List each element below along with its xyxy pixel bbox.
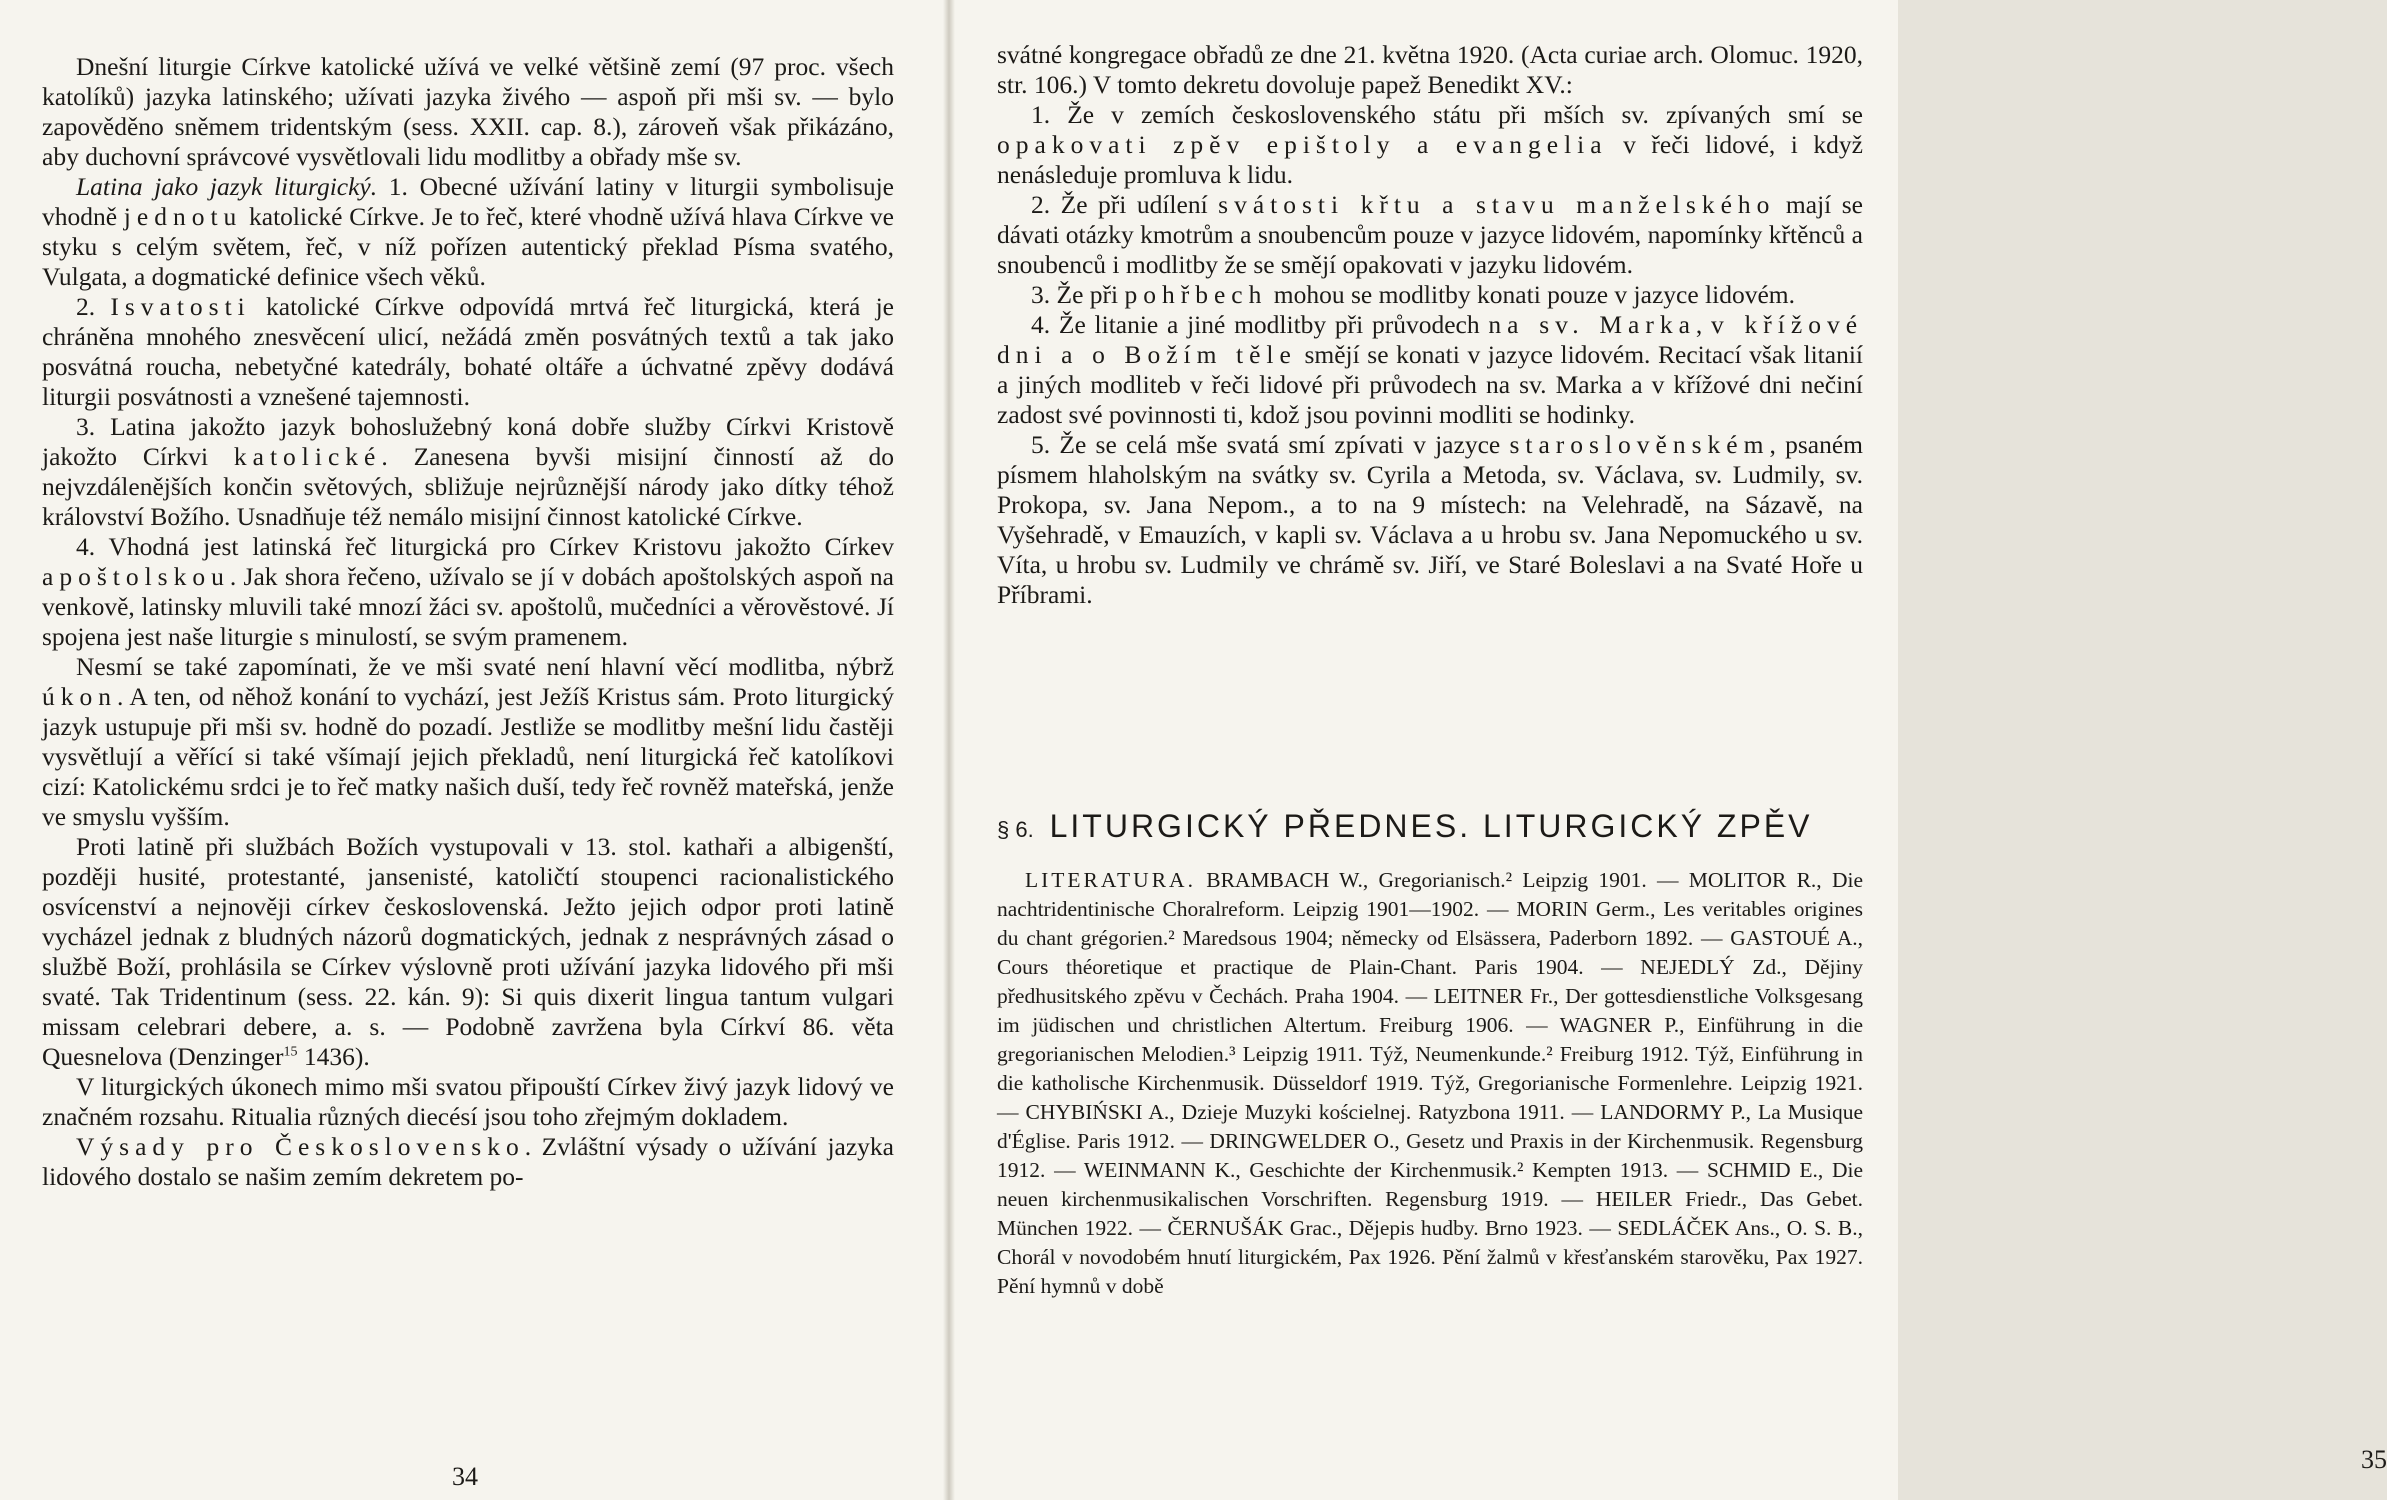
paragraph-text: 4. Vhodná jest latinská řeč liturgická pro Církev Kristovu jakožto Církev <box>76 532 894 561</box>
paragraph-text: smějí se konati v jazyce lidovém. Recitací však litanií a jiných modliteb v řeči lidové při průvodech na sv. Marka a v křížové dni nečiní zadost své povinnosti ti, kdož jsou povinni modliti se hodinky. <box>997 340 1863 429</box>
paragraph-r5 <box>997 310 1863 430</box>
section-title: LITURGICKÝ PŘEDNES. LITURGICKÝ ZPĚV <box>1049 808 1813 844</box>
spaced-emphasis: opakovati zpěv epištoly a evangelia <box>997 130 1608 159</box>
paragraph-r6 <box>997 430 1863 610</box>
paragraph-r2 <box>997 100 1863 190</box>
spaced-emphasis: Výsady pro Československo <box>76 1132 525 1161</box>
paragraph-p7 <box>42 832 894 1072</box>
paragraph-r4 <box>997 280 1863 310</box>
paragraph-text: V liturgických úkonech mimo mši svatou připouští Církev živý jazyk lidový ve značném rozsahu. Ritualia různých diecésí jsou toho zřejmým dokladem. <box>42 1072 894 1131</box>
section-number: § 6. <box>997 817 1034 842</box>
paragraph-text: katolické Církve. Je to řeč, které vhodně užívá hlava Církve ve styku s celým světem, řeč, v níž pořízen autentický překlad Písma svatého, Vulgata, a dogmatické definice všech věků. <box>42 202 894 291</box>
paragraph-text: 2. <box>76 292 111 321</box>
paragraph-text: Nesmí se také zapomínati, že ve mši svaté není hlavní věcí modlitba, nýbrž <box>76 652 894 681</box>
paragraph-heading: Latina jako jazyk liturgický. <box>76 172 378 201</box>
section-heading <box>997 808 1863 845</box>
paragraph-text: Dnešní liturgie Církve katolické užívá ve velké většině zemí (97 proc. všech katolíků) jazyka latinského; užívati jazyka živého — aspoň při mši sv. — bylo zapověděno sněmem tridentským (sess. XXII. cap. 8.), zároveň však přikázáno, aby duchovní správcové vysvětlovali lidu modlitby a obřady mše sv. <box>42 52 894 171</box>
literature-list <box>997 866 1863 1301</box>
paragraph-text: Proti latině při službách Božích vystupovali v 13. stol. kathaři a albigenští, později husité, protestanté, jansenisté, katoličtí stoupenci racionalistického osvícenství a nejnověji církev československá. Ježto jejich odpor proti latině vycházel jednak z bludných názorů dogmatických, jednak z nesprávných zásad o službě Boží, prohlásila se Církev výslovně proti užívání jazyka lidového při mši svaté. Tak Tridentinum (sess. 22. kán. 9): Si quis dixerit lingua tantum vulgari missam celebrari debere, a. s. — Podobně zavržena byla Církví 86. věta Quesnelova (Denzinger <box>42 832 894 1071</box>
paragraph-text: , psaném písmem hlaholským na svátky sv. Cyrila a Metoda, sv. Václava, sv. Ludmily, sv. Prokopa, sv. Jana Nepom., a to na 9 místech: na Velehradě, na Sázavě, na Vyšehradě, v Emauzích, v kapli sv. Václava a u hrobu sv. Jana Nepomuckého u sv. Víta, u hrobu sv. Ludmily ve chrámě sv. Jiří, ve Staré Boleslavi a na Svaté Hoře u Příbrami. <box>997 430 1863 609</box>
literature-text: BRAMBACH W., Gregorianisch.² Leipzig 1901. — MOLITOR R., Die nachtridentinische Choralreform. Leipzig 1901—1902. — MORIN Germ., Les veritables origines du chant grégorien.² Maredsous 1904; německy od Elsässera, Paderborn 1892. — GASTOUÉ A., Cours théoretique et practique de Plain-Chant. Paris 1904. — NEJEDLÝ Zd., Dějiny předhusitského zpěvu v Čechách. Praha 1904. — LEITNER Fr., Der gottesdienstliche Volksgesang im jüdischen und christlichen Altertum. Freiburg 1906. — WAGNER P., Einführung in die gregorianischen Melodien.³ Leipzig 1911. Týž, Neumenkunde.² Freiburg 1912. Týž, Einführung in die katholische Kirchenmusik. Düsseldorf 1919. Týž, Gregorianische Formenlehre. Leipzig 1921. — CHYBIŃSKI A., Dzieje Muzyki kościelnej. Ratyzbona 1911. — LANDORMY P., La Musique d'Église. Paris 1912. — DRINGWELDER O., Gesetz und Praxis in der Kirchenmusik. Regensburg 1912. — WEINMANN K., Geschichte der Kirchenmusik.² Kempten 1913. — SCHMID E., Die neuen kirchenmusikalischen Vorschriften. Regensburg 1919. — HEILER Friedr., Das Gebet. München 1922. — ČERNUŠÁK Grac., Dějepis hudby. Brno 1923. — SEDLÁČEK Ans., O. S. B., Chorál v novodobém hnutí liturgickém, Pax 1926. Pění žalmů v křesťanském starověku, Pax 1927. Pění hymnů v době <box>997 868 1863 1298</box>
spaced-emphasis: svátosti křtu a stavu manželského <box>1218 190 1776 219</box>
paragraph-text: . A ten, od něhož konání to vychází, jest Ježíš Kristus sám. Proto liturgický jazyk ustupuje při mši sv. hodně do pozadí. Jestliže se modlitby mešní lidu častěji vysvětlují a věřící si také všímají jejich překladů, není liturgická řeč katolíkovi cizí: Katolickému srdci je to řeč matky našich duší, tedy řeč rovněž mateřská, jenže ve smyslu vyšším. <box>42 682 894 831</box>
paragraph-p1 <box>42 52 894 172</box>
spaced-emphasis: jednotu <box>123 202 243 231</box>
paragraph-text: , <box>1695 310 1712 339</box>
paragraph-p9 <box>42 1132 894 1192</box>
right-page <box>949 0 2387 1500</box>
spaced-emphasis: katolické <box>233 442 382 471</box>
paragraph-p2 <box>42 172 894 292</box>
paragraph-text: mají se dávati otázky kmotrům a snoubencům pouze v jazyce lidovém, napomínky křtěnců a snoubenců i modlitby že se smějí opakovati v jazyku lidovém. <box>997 190 1863 279</box>
paragraph-text: 1. Že v zemích československého státu při mších sv. zpívaných smí se <box>1031 100 1863 129</box>
spaced-emphasis: úkon <box>42 682 117 711</box>
paragraph-p3 <box>42 292 894 412</box>
spaced-emphasis: pohřbech <box>1124 280 1268 309</box>
paragraph-text: v řeči lidové, i když nenásleduje promluva k lidu. <box>997 130 1863 189</box>
spaced-emphasis: v křížové dni a o Božím těle <box>997 310 1864 369</box>
paragraph-text: . Zvláštní výsady o užívání jazyka lidového dostalo se našim zemím dekretem po- <box>42 1132 894 1191</box>
paragraph-text: 3. Latina jakožto jazyk bohoslužebný koná dobře služby Církvi Kristově jakožto Církvi <box>42 412 894 471</box>
left-page-body <box>42 52 894 1192</box>
spaced-emphasis: Isvatosti <box>110 292 251 321</box>
paragraph-text: 1436). <box>297 1042 370 1071</box>
paragraph-p5 <box>42 532 894 652</box>
literature-label: LITERATURA. <box>1025 868 1196 892</box>
page-number-right: 35 <box>2361 1445 2387 1474</box>
paragraph-p8 <box>42 1072 894 1132</box>
paragraph-text: 3. Že při <box>1031 280 1125 309</box>
spaced-emphasis: apoštolskou <box>42 562 230 591</box>
paragraph-text: 4. Že litanie a jiné modlitby při průvodech <box>1031 310 1489 339</box>
book-gutter <box>943 0 955 1500</box>
left-page <box>0 0 949 1500</box>
paragraph-text: mohou se modlitby konati pouze v jazyce lidovém. <box>1267 280 1795 309</box>
paragraph-text: katolické Církve odpovídá mrtvá řeč liturgická, která je chráněna mnohého znesvěcení ulicí, nežádá změn posvátných textů a tak jako posvátná roucha, nebetyčné katedrály, bohaté oltáře a úchvatné zpěvy dodává liturgii posvátnosti a vznešené tajemnosti. <box>42 292 894 411</box>
paragraph-text: 2. Že při udílení <box>1031 190 1219 219</box>
paragraph-text: 5. Že se celá mše svatá smí zpívati v jazyce <box>1031 430 1510 459</box>
paragraph-text: . Zanesena byvši misijní činností až do nejvzdálenějších končin světových, sbližuje nejrůznější národy jako dítky téhož království Božího. Usnadňuje též nemálo misijní činnost katolické Církve. <box>42 442 894 531</box>
paragraph-p4 <box>42 412 894 532</box>
paragraph-r3 <box>997 190 1863 280</box>
paragraph-r1 <box>997 40 1863 100</box>
paragraph-text: 1. Obecné užívání latiny v liturgii symbolisuje vhodně <box>42 172 894 231</box>
superscript: 15 <box>283 1044 298 1060</box>
right-page-body <box>997 40 1863 610</box>
spaced-emphasis: na sv. Marka <box>1488 310 1696 339</box>
paragraph-text: svátné kongregace obřadů ze dne 21. května 1920. (Acta curiae arch. Olomuc. 1920, str. 106.) V tomto dekretu dovoluje papež Benedikt XV.: <box>997 40 1863 99</box>
paragraph-text: . Jak shora řečeno, užívalo se jí v dobách apoštolských aspoň na venkově, latinsky mluvili také mnozí žáci sv. apoštolů, mučedníci a věrověstové. Jí spojena jest naše liturgie s minulostí, se svým pramenem. <box>42 562 894 651</box>
spaced-emphasis: staroslověnském <box>1509 430 1770 459</box>
paragraph-p6 <box>42 652 894 832</box>
page-number-left: 34 <box>452 1462 478 1491</box>
